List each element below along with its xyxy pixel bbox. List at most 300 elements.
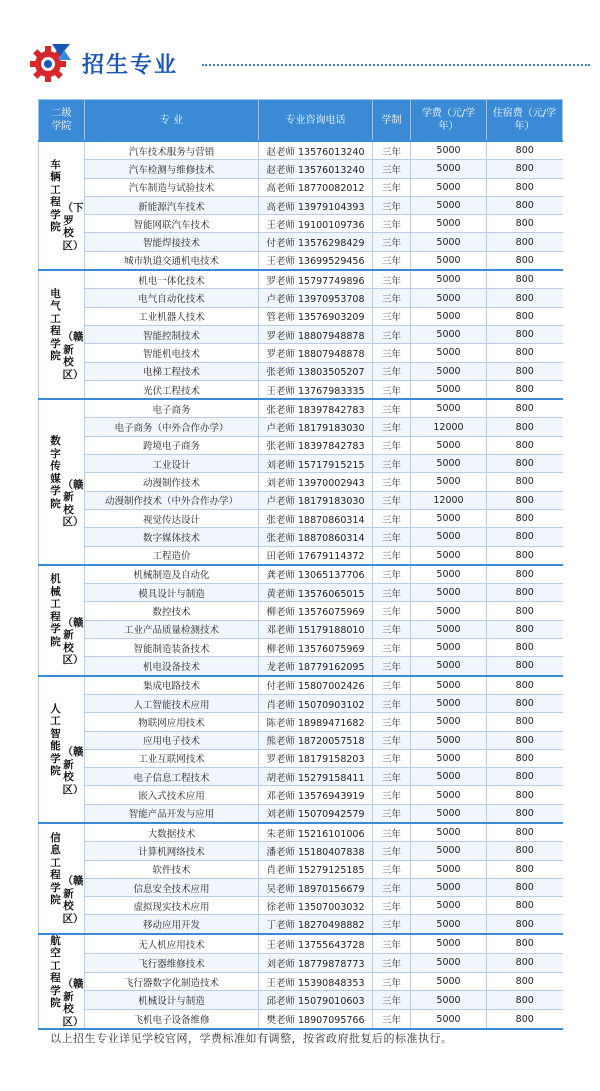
table-row — [39, 344, 563, 362]
table-row — [39, 953, 563, 972]
table-row — [39, 991, 563, 1010]
tuition-cell: 5000 — [411, 842, 487, 860]
tuition-cell: 5000 — [411, 160, 487, 178]
duration-cell: 三年 — [373, 991, 411, 1010]
major-cell: 应用电子技术 — [85, 731, 259, 749]
major-cell: 汽车技术服务与营销 — [85, 141, 259, 160]
duration-cell: 三年 — [373, 713, 411, 731]
tuition-cell: 5000 — [411, 141, 487, 160]
tuition-cell: 5000 — [411, 473, 487, 491]
dorm-fee-cell: 800 — [487, 804, 563, 823]
duration-cell: 三年 — [373, 565, 411, 584]
major-cell: 数控技术 — [85, 602, 259, 620]
college-name: 电气工程学院 — [50, 287, 61, 363]
dorm-fee-cell: 800 — [487, 215, 563, 233]
table-row — [39, 731, 563, 749]
major-cell: 嵌入式技术应用 — [85, 786, 259, 804]
dorm-fee-cell: 800 — [487, 270, 563, 289]
tuition-cell: 5000 — [411, 584, 487, 602]
major-cell: 光伏工程技术 — [85, 380, 259, 399]
dorm-fee-cell: 800 — [487, 731, 563, 749]
tuition-cell: 5000 — [411, 991, 487, 1010]
major-cell: 工业设计 — [85, 455, 259, 473]
major-cell: 模具设计与制造 — [85, 584, 259, 602]
duration-cell: 三年 — [373, 455, 411, 473]
phone-cell: 王老师 19100109736 — [259, 215, 373, 233]
table-row — [39, 694, 563, 712]
phone-cell: 徐老师 13507003032 — [259, 897, 373, 915]
table-row — [39, 676, 563, 695]
table-row — [39, 251, 563, 270]
dorm-fee-cell: 800 — [487, 473, 563, 491]
phone-cell: 肖老师 15279125185 — [259, 860, 373, 878]
tuition-cell: 5000 — [411, 953, 487, 972]
phone-cell: 高老师 13979104393 — [259, 196, 373, 214]
phone-cell: 罗老师 18807948878 — [259, 325, 373, 343]
dorm-fee-cell: 800 — [487, 657, 563, 676]
tuition-cell: 5000 — [411, 344, 487, 362]
phone-cell: 刘老师 18779878773 — [259, 953, 373, 972]
dorm-fee-cell: 800 — [487, 399, 563, 418]
major-cell: 电梯工程技术 — [85, 362, 259, 380]
major-cell: 智能控制技术 — [85, 325, 259, 343]
phone-cell: 付老师 15807002426 — [259, 676, 373, 695]
dorm-fee-cell: 800 — [487, 178, 563, 196]
duration-cell: 三年 — [373, 584, 411, 602]
table-row — [39, 455, 563, 473]
duration-cell: 三年 — [373, 344, 411, 362]
duration-cell: 三年 — [373, 528, 411, 546]
major-cell: 智能网联汽车技术 — [85, 215, 259, 233]
dorm-fee-cell: 800 — [487, 546, 563, 565]
duration-cell: 三年 — [373, 178, 411, 196]
college-name: 航空工程学院 — [50, 934, 61, 1010]
major-cell: 工业互联网技术 — [85, 749, 259, 767]
tuition-cell: 5000 — [411, 897, 487, 915]
phone-cell: 张老师 18397842783 — [259, 399, 373, 418]
phone-cell: 柳老师 13576075969 — [259, 602, 373, 620]
dorm-fee-cell: 800 — [487, 307, 563, 325]
tuition-cell: 5000 — [411, 878, 487, 896]
tuition-cell: 5000 — [411, 749, 487, 767]
duration-cell: 三年 — [373, 141, 411, 160]
major-cell: 集成电路技术 — [85, 676, 259, 695]
duration-cell: 三年 — [373, 731, 411, 749]
major-cell: 人工智能技术应用 — [85, 694, 259, 712]
table-row — [39, 399, 563, 418]
table-row — [39, 362, 563, 380]
dorm-fee-cell: 800 — [487, 991, 563, 1010]
dorm-fee-cell: 800 — [487, 362, 563, 380]
major-cell: 动漫制作技术（中外合作办学） — [85, 491, 259, 509]
tuition-cell: 5000 — [411, 915, 487, 934]
duration-cell: 三年 — [373, 491, 411, 509]
table-row — [39, 565, 563, 584]
page-title: 招生专业 — [82, 53, 179, 78]
table-header-row — [39, 100, 563, 142]
phone-cell: 胡老师 15279158411 — [259, 768, 373, 786]
tuition-cell: 5000 — [411, 380, 487, 399]
major-cell: 智能焊接技术 — [85, 233, 259, 251]
dorm-fee-cell: 800 — [487, 878, 563, 896]
tuition-cell: 5000 — [411, 528, 487, 546]
dorm-fee-cell: 800 — [487, 602, 563, 620]
college-name: 人工智能学院 — [50, 702, 61, 778]
admissions-table — [38, 99, 563, 1030]
table-row — [39, 786, 563, 804]
phone-cell: 赵老师 13576013240 — [259, 141, 373, 160]
phone-cell: 王老师 13767983335 — [259, 380, 373, 399]
table-row — [39, 713, 563, 731]
tuition-cell: 5000 — [411, 565, 487, 584]
table-row — [39, 436, 563, 454]
major-cell: 移动应用开发 — [85, 915, 259, 934]
tuition-cell: 5000 — [411, 509, 487, 527]
major-cell: 汽车检测与维修技术 — [85, 160, 259, 178]
tuition-cell: 5000 — [411, 546, 487, 565]
college-cell — [39, 270, 85, 399]
duration-cell: 三年 — [373, 325, 411, 343]
duration-cell: 三年 — [373, 399, 411, 418]
phone-cell: 朱老师 15216101006 — [259, 823, 373, 842]
college-name: 信息工程学院 — [50, 831, 61, 907]
dorm-fee-cell: 800 — [487, 694, 563, 712]
table-row — [39, 1010, 563, 1029]
section-header — [30, 40, 590, 90]
college-cell — [39, 141, 85, 270]
phone-cell: 邓老师 15179188010 — [259, 620, 373, 638]
table-row — [39, 528, 563, 546]
dorm-fee-cell: 800 — [487, 455, 563, 473]
table-row — [39, 657, 563, 676]
phone-cell: 熊老师 18720057518 — [259, 731, 373, 749]
duration-cell: 三年 — [373, 380, 411, 399]
table-row — [39, 749, 563, 767]
duration-cell: 三年 — [373, 289, 411, 307]
phone-cell: 张老师 18870860314 — [259, 528, 373, 546]
dorm-fee-cell: 800 — [487, 491, 563, 509]
college-campus: （赣新校区） — [62, 746, 84, 796]
phone-cell: 罗老师 18807948878 — [259, 344, 373, 362]
table-row — [39, 934, 563, 953]
major-cell: 动漫制作技术 — [85, 473, 259, 491]
dorm-fee-cell: 800 — [487, 749, 563, 767]
major-cell: 机电一体化技术 — [85, 270, 259, 289]
table-row — [39, 878, 563, 896]
phone-cell: 张老师 13803505207 — [259, 362, 373, 380]
table-row — [39, 842, 563, 860]
tuition-cell: 5000 — [411, 657, 487, 676]
table-row — [39, 509, 563, 527]
dorm-fee-cell: 800 — [487, 713, 563, 731]
major-cell: 工程造价 — [85, 546, 259, 565]
major-cell: 新能源汽车技术 — [85, 196, 259, 214]
duration-cell: 三年 — [373, 233, 411, 251]
table-row — [39, 639, 563, 657]
major-cell: 机械设计与制造 — [85, 991, 259, 1010]
duration-cell: 三年 — [373, 786, 411, 804]
major-cell: 机电设备技术 — [85, 657, 259, 676]
tuition-cell: 5000 — [411, 676, 487, 695]
duration-cell: 三年 — [373, 842, 411, 860]
table-row — [39, 289, 563, 307]
tuition-cell: 5000 — [411, 860, 487, 878]
table-row — [39, 141, 563, 160]
table-row — [39, 915, 563, 934]
tuition-cell: 5000 — [411, 694, 487, 712]
major-cell: 电子商务（中外合作办学） — [85, 418, 259, 436]
table-row — [39, 491, 563, 509]
duration-cell: 三年 — [373, 620, 411, 638]
table-row — [39, 823, 563, 842]
phone-cell: 付老师 13576298429 — [259, 233, 373, 251]
table-row — [39, 418, 563, 436]
tuition-cell: 5000 — [411, 215, 487, 233]
major-cell: 电子信息工程技术 — [85, 768, 259, 786]
phone-cell: 赵老师 13576013240 — [259, 160, 373, 178]
major-cell: 数字媒体技术 — [85, 528, 259, 546]
major-cell: 信息安全技术应用 — [85, 878, 259, 896]
dorm-fee-cell: 800 — [487, 897, 563, 915]
duration-cell: 三年 — [373, 436, 411, 454]
duration-cell: 三年 — [373, 657, 411, 676]
dorm-fee-cell: 800 — [487, 160, 563, 178]
major-cell: 城市轨道交通机电技术 — [85, 251, 259, 270]
duration-cell: 三年 — [373, 676, 411, 695]
dorm-fee-cell: 800 — [487, 584, 563, 602]
dorm-fee-cell: 800 — [487, 676, 563, 695]
dotted-divider — [202, 64, 590, 66]
tuition-cell: 5000 — [411, 1010, 487, 1029]
phone-cell: 潘老师 15180407838 — [259, 842, 373, 860]
duration-cell: 三年 — [373, 823, 411, 842]
table-row — [39, 602, 563, 620]
duration-cell: 三年 — [373, 307, 411, 325]
college-cell — [39, 676, 85, 823]
col-tuition: 学费（元/学年） — [411, 100, 487, 142]
duration-cell: 三年 — [373, 860, 411, 878]
duration-cell: 三年 — [373, 1010, 411, 1029]
dorm-fee-cell: 800 — [487, 953, 563, 972]
duration-cell: 三年 — [373, 418, 411, 436]
duration-cell: 三年 — [373, 804, 411, 823]
phone-cell: 邓老师 13576943919 — [259, 786, 373, 804]
duration-cell: 三年 — [373, 546, 411, 565]
duration-cell: 三年 — [373, 509, 411, 527]
college-campus: （赣新校区） — [62, 478, 84, 529]
tuition-cell: 5000 — [411, 972, 487, 991]
dorm-fee-cell: 800 — [487, 509, 563, 527]
phone-cell: 刘老师 13970002943 — [259, 473, 373, 491]
duration-cell: 三年 — [373, 897, 411, 915]
tuition-cell: 5000 — [411, 362, 487, 380]
phone-cell: 罗老师 15797749896 — [259, 270, 373, 289]
tuition-cell: 5000 — [411, 823, 487, 842]
table-row — [39, 768, 563, 786]
major-cell: 视觉传达设计 — [85, 509, 259, 527]
col-dorm-fee: 住宿费（元/学年） — [487, 100, 563, 142]
phone-cell: 罗老师 18179158203 — [259, 749, 373, 767]
phone-cell: 卢老师 18179183030 — [259, 418, 373, 436]
major-cell: 工业机器人技术 — [85, 307, 259, 325]
duration-cell: 三年 — [373, 749, 411, 767]
dorm-fee-cell: 800 — [487, 972, 563, 991]
phone-cell: 丁老师 18270498882 — [259, 915, 373, 934]
table-row — [39, 473, 563, 491]
table-row — [39, 546, 563, 565]
duration-cell: 三年 — [373, 934, 411, 953]
college-campus: （赣新校区） — [62, 875, 84, 925]
table-row — [39, 325, 563, 343]
phone-cell: 樊老师 18907095766 — [259, 1010, 373, 1029]
major-cell: 物联网应用技术 — [85, 713, 259, 731]
tuition-cell: 5000 — [411, 620, 487, 638]
tuition-cell: 5000 — [411, 270, 487, 289]
tuition-cell: 5000 — [411, 804, 487, 823]
table-row — [39, 233, 563, 251]
phone-cell: 卢老师 13970953708 — [259, 289, 373, 307]
duration-cell: 三年 — [373, 953, 411, 972]
duration-cell: 三年 — [373, 915, 411, 934]
table-row — [39, 215, 563, 233]
phone-cell: 卢老师 18179183030 — [259, 491, 373, 509]
table-row — [39, 860, 563, 878]
major-cell: 智能产品开发与应用 — [85, 804, 259, 823]
duration-cell: 三年 — [373, 972, 411, 991]
table-row — [39, 307, 563, 325]
college-cell — [39, 565, 85, 676]
dorm-fee-cell: 800 — [487, 251, 563, 270]
major-cell: 大数据技术 — [85, 823, 259, 842]
dorm-fee-cell: 800 — [487, 380, 563, 399]
tuition-cell: 5000 — [411, 934, 487, 953]
tuition-cell: 5000 — [411, 786, 487, 804]
major-cell: 飞机电子设备维修 — [85, 1010, 259, 1029]
phone-cell: 刘老师 15717915215 — [259, 455, 373, 473]
dorm-fee-cell: 800 — [487, 934, 563, 953]
phone-cell: 刘老师 15070942579 — [259, 804, 373, 823]
dorm-fee-cell: 800 — [487, 528, 563, 546]
major-cell: 工业产品质量检测技术 — [85, 620, 259, 638]
duration-cell: 三年 — [373, 639, 411, 657]
footnote: 以上招生专业详见学校官网，学费标准如有调整，按省政府批复后的标准执行。 — [50, 1032, 453, 1045]
phone-cell: 柳老师 13576075969 — [259, 639, 373, 657]
phone-cell: 王老师 13755643728 — [259, 934, 373, 953]
major-cell: 机械制造及自动化 — [85, 565, 259, 584]
tuition-cell: 5000 — [411, 713, 487, 731]
dorm-fee-cell: 800 — [487, 620, 563, 638]
dorm-fee-cell: 800 — [487, 418, 563, 436]
dorm-fee-cell: 800 — [487, 141, 563, 160]
duration-cell: 三年 — [373, 878, 411, 896]
college-name: 数字传媒学院 — [50, 435, 61, 510]
gear-icon — [30, 40, 72, 84]
college-campus: （赣新校区） — [62, 331, 84, 381]
tuition-cell: 12000 — [411, 418, 487, 436]
table-row — [39, 620, 563, 638]
table-row — [39, 897, 563, 915]
college-name: 车辆工程学院 — [50, 158, 61, 234]
tuition-cell: 5000 — [411, 196, 487, 214]
dorm-fee-cell: 800 — [487, 565, 563, 584]
duration-cell: 三年 — [373, 215, 411, 233]
tuition-cell: 5000 — [411, 602, 487, 620]
major-cell: 电气自动化技术 — [85, 289, 259, 307]
dorm-fee-cell: 800 — [487, 786, 563, 804]
dorm-fee-cell: 800 — [487, 233, 563, 251]
admissions-table-wrapper — [38, 99, 562, 1030]
tuition-cell: 5000 — [411, 233, 487, 251]
phone-cell: 张老师 18870860314 — [259, 509, 373, 527]
major-cell: 汽车制造与试验技术 — [85, 178, 259, 196]
dorm-fee-cell: 800 — [487, 325, 563, 343]
major-cell: 电子商务 — [85, 399, 259, 418]
dorm-fee-cell: 800 — [487, 289, 563, 307]
phone-cell: 龚老师 13065137706 — [259, 565, 373, 584]
table-row — [39, 380, 563, 399]
college-cell — [39, 399, 85, 565]
major-cell: 跨境电子商务 — [85, 436, 259, 454]
tuition-cell: 5000 — [411, 768, 487, 786]
tuition-cell: 5000 — [411, 178, 487, 196]
college-campus: （赣新校区） — [62, 978, 84, 1028]
table-row — [39, 270, 563, 289]
major-cell: 飞行器维修技术 — [85, 953, 259, 972]
dorm-fee-cell: 800 — [487, 915, 563, 934]
college-cell — [39, 934, 85, 1030]
major-cell: 计算机网络技术 — [85, 842, 259, 860]
phone-cell: 邱老师 15079010603 — [259, 991, 373, 1010]
duration-cell: 三年 — [373, 160, 411, 178]
table-row — [39, 584, 563, 602]
table-row — [39, 196, 563, 214]
phone-cell: 管老师 13576903209 — [259, 307, 373, 325]
college-campus: （赣新校区） — [62, 616, 84, 667]
table-row — [39, 178, 563, 196]
major-cell: 智能制造装备技术 — [85, 639, 259, 657]
major-cell: 飞行器数字化制造技术 — [85, 972, 259, 991]
duration-cell: 三年 — [373, 694, 411, 712]
duration-cell: 三年 — [373, 251, 411, 270]
college-name: 机械工程学院 — [50, 573, 61, 648]
phone-cell: 张老师 18397842783 — [259, 436, 373, 454]
table-row — [39, 972, 563, 991]
duration-cell: 三年 — [373, 602, 411, 620]
tuition-cell: 12000 — [411, 491, 487, 509]
tuition-cell: 5000 — [411, 325, 487, 343]
phone-cell: 王老师 13699529456 — [259, 251, 373, 270]
tuition-cell: 5000 — [411, 289, 487, 307]
phone-cell: 黄老师 13576065015 — [259, 584, 373, 602]
dorm-fee-cell: 800 — [487, 639, 563, 657]
tuition-cell: 5000 — [411, 455, 487, 473]
phone-cell: 吴老师 18970156679 — [259, 878, 373, 896]
phone-cell: 肖老师 15070903102 — [259, 694, 373, 712]
phone-cell: 王老师 15390848353 — [259, 972, 373, 991]
major-cell: 软件技术 — [85, 860, 259, 878]
dorm-fee-cell: 800 — [487, 842, 563, 860]
tuition-cell: 5000 — [411, 399, 487, 418]
col-duration: 学制 — [373, 100, 411, 142]
duration-cell: 三年 — [373, 196, 411, 214]
phone-cell: 高老师 18770082012 — [259, 178, 373, 196]
dorm-fee-cell: 800 — [487, 860, 563, 878]
tuition-cell: 5000 — [411, 731, 487, 749]
college-campus: （下罗校区） — [62, 202, 84, 252]
col-college: 二级学院 — [39, 100, 85, 142]
dorm-fee-cell: 800 — [487, 196, 563, 214]
tuition-cell: 5000 — [411, 251, 487, 270]
